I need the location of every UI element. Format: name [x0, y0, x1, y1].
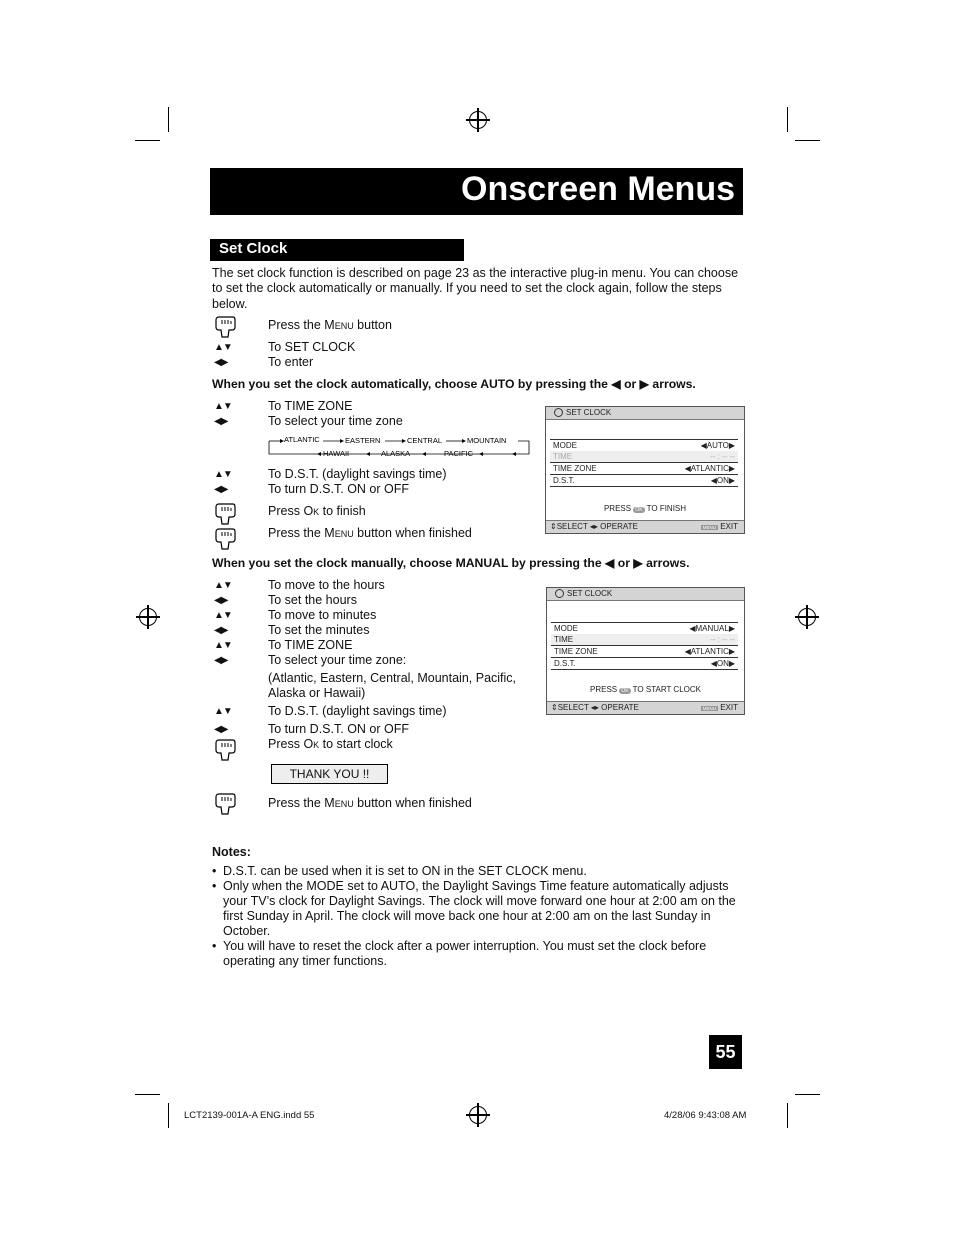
up-down-arrows-icon: ▲▼ — [214, 342, 232, 353]
bullet-icon: • — [212, 879, 217, 893]
left-right-arrows-icon: ◀▶ — [214, 484, 228, 495]
hand-press-icon — [213, 528, 237, 550]
menu-press-hint: PRESS OK TO FINISH — [603, 504, 687, 513]
hand-press-icon — [213, 793, 237, 815]
menu-row-mode[interactable]: MODE ◀AUTO▶ — [550, 439, 738, 452]
page-title-bar — [210, 168, 743, 215]
menu-row-dst[interactable]: D.S.T. ◀ON▶ — [551, 658, 738, 670]
footer-file: LCT2139-001A-A ENG.indd 55 — [184, 1110, 315, 1121]
zone-atlantic: ATLANTIC — [284, 435, 320, 444]
manual-heading: When you set the clock manually, choose MANUAL by pressing the ◀ or ▶ arrows. — [212, 556, 690, 570]
left-right-arrows-icon: ◀▶ — [214, 357, 228, 368]
left-right-arrows-icon: ◀▶ — [214, 625, 228, 636]
intro-paragraph: The set clock function is described on page 23 as the interactive plug-in menu. You can choose to set the clock automatically or manually. If you need to set the clock again, follow the steps below. — [212, 266, 739, 311]
manual-step-5: To TIME ZONE — [268, 638, 353, 652]
notes-heading: Notes: — [212, 845, 251, 859]
clock-icon — [554, 408, 563, 417]
zone-alaska: ALASKA — [381, 449, 411, 458]
manual-step-1: To move to the hours — [268, 578, 385, 592]
time-zone-cycle-diagram — [268, 432, 532, 460]
menu-title: SET CLOCK — [567, 589, 613, 598]
manual-step-press-ok: Press Ok to start clock — [268, 737, 393, 751]
menu-row-time[interactable]: TIME -- : -- -- — [551, 634, 738, 646]
menu-row-dst[interactable]: D.S.T. ◀ON▶ — [550, 475, 738, 487]
step-press-menu: Press the Menu button — [268, 318, 392, 332]
menu-row-mode[interactable]: MODE ◀MANUAL▶ — [551, 622, 738, 635]
menu-press-hint: PRESS OK TO START CLOCK — [590, 685, 701, 694]
manual-step-3: To move to minutes — [268, 608, 377, 622]
thank-you-box: THANK YOU !! — [271, 764, 388, 784]
menu-header — [546, 407, 744, 420]
zone-central: CENTRAL — [407, 436, 443, 445]
page-number: 55 — [709, 1035, 742, 1069]
auto-step-press-menu: Press the Menu button when finished — [268, 526, 472, 540]
manual-step-4: To set the minutes — [268, 623, 370, 637]
footer-date: 4/28/06 9:43:08 AM — [664, 1110, 747, 1121]
up-down-arrows-icon: ▲▼ — [214, 469, 232, 480]
note-item-2: Only when the MODE set to AUTO, the Daylight Savings Time feature automatically adjusts your TV’s clock for Daylight Savings. The clock will move forward one hour at 2:00 am on the first Sunday in April. The clock will move back one hour at 2:00 am on the last Sunday in October. — [223, 879, 736, 938]
menu-row-time-zone[interactable]: TIME ZONE ◀ATLANTIC▶ — [550, 463, 738, 475]
note-item-3: You will have to reset the clock after a power interruption. You must set the clock before operating any timer functions. — [223, 939, 707, 968]
bullet-icon: • — [212, 864, 217, 878]
clock-icon — [555, 589, 564, 598]
zone-mountain: MOUNTAIN — [467, 436, 507, 445]
page-title: Onscreen Menus — [461, 170, 735, 208]
registration-mark-icon — [469, 1106, 487, 1124]
left-right-arrows-icon: ◀▶ — [214, 724, 228, 735]
up-down-arrows-icon: ▲▼ — [214, 640, 232, 651]
set-clock-manual-menu — [546, 587, 745, 715]
zone-pacific: PACIFIC — [444, 449, 474, 458]
menu-footer: ⇕SELECT ◂▸ OPERATE MENU EXIT — [547, 701, 744, 714]
manual-step-press-menu: Press the Menu button when finished — [268, 796, 472, 810]
registration-mark-icon — [469, 111, 487, 129]
auto-heading: When you set the clock automatically, choose AUTO by pressing the ◀ or ▶ arrows. — [212, 377, 696, 391]
set-clock-auto-menu — [545, 406, 745, 534]
bullet-icon: • — [212, 939, 217, 953]
step-set-clock: To SET CLOCK — [268, 340, 356, 354]
menu-row-time: TIME -- : -- -- — [550, 451, 738, 463]
up-down-arrows-icon: ▲▼ — [214, 610, 232, 621]
left-right-arrows-icon: ◀▶ — [214, 595, 228, 606]
auto-step-dst-toggle: To turn D.S.T. ON or OFF — [268, 482, 409, 496]
zone-hawaii: HAWAII — [323, 449, 350, 458]
manual-step-dst: To D.S.T. (daylight savings time) — [268, 704, 447, 718]
section-title-bar — [210, 239, 464, 261]
up-down-arrows-icon: ▲▼ — [214, 580, 232, 591]
menu-title: SET CLOCK — [566, 408, 612, 417]
manual-step-dst-toggle: To turn D.S.T. ON or OFF — [268, 722, 409, 736]
auto-step-select-zone: To select your time zone — [268, 414, 403, 428]
auto-step-dst: To D.S.T. (daylight savings time) — [268, 467, 447, 481]
hand-press-icon — [213, 316, 237, 338]
menu-row-time-zone[interactable]: TIME ZONE ◀ATLANTIC▶ — [551, 646, 738, 658]
note-item-1: D.S.T. can be used when it is set to ON in the SET CLOCK menu. — [223, 864, 587, 878]
up-down-arrows-icon: ▲▼ — [214, 401, 232, 412]
up-down-arrows-icon: ▲▼ — [214, 706, 232, 717]
auto-step-press-ok: Press Ok to finish — [268, 504, 366, 518]
section-title: Set Clock — [219, 240, 288, 257]
manual-zone-list-2: Alaska or Hawaii) — [268, 686, 366, 700]
left-right-arrows-icon: ◀▶ — [214, 416, 228, 427]
manual-step-6: To select your time zone: — [268, 653, 407, 667]
hand-press-icon — [213, 503, 237, 525]
manual-zone-list-1: (Atlantic, Eastern, Central, Mountain, Pacific, — [268, 671, 517, 685]
registration-mark-icon — [139, 608, 157, 626]
auto-step-time-zone: To TIME ZONE — [268, 399, 353, 413]
registration-mark-icon — [798, 608, 816, 626]
manual-step-2: To set the hours — [268, 593, 357, 607]
menu-footer: ⇕SELECT ◂▸ OPERATE MENU EXIT — [546, 520, 744, 533]
step-enter: To enter — [268, 355, 314, 369]
menu-header — [547, 588, 744, 601]
zone-eastern: EASTERN — [345, 436, 381, 445]
hand-press-icon — [213, 739, 237, 761]
left-right-arrows-icon: ◀▶ — [214, 655, 228, 666]
